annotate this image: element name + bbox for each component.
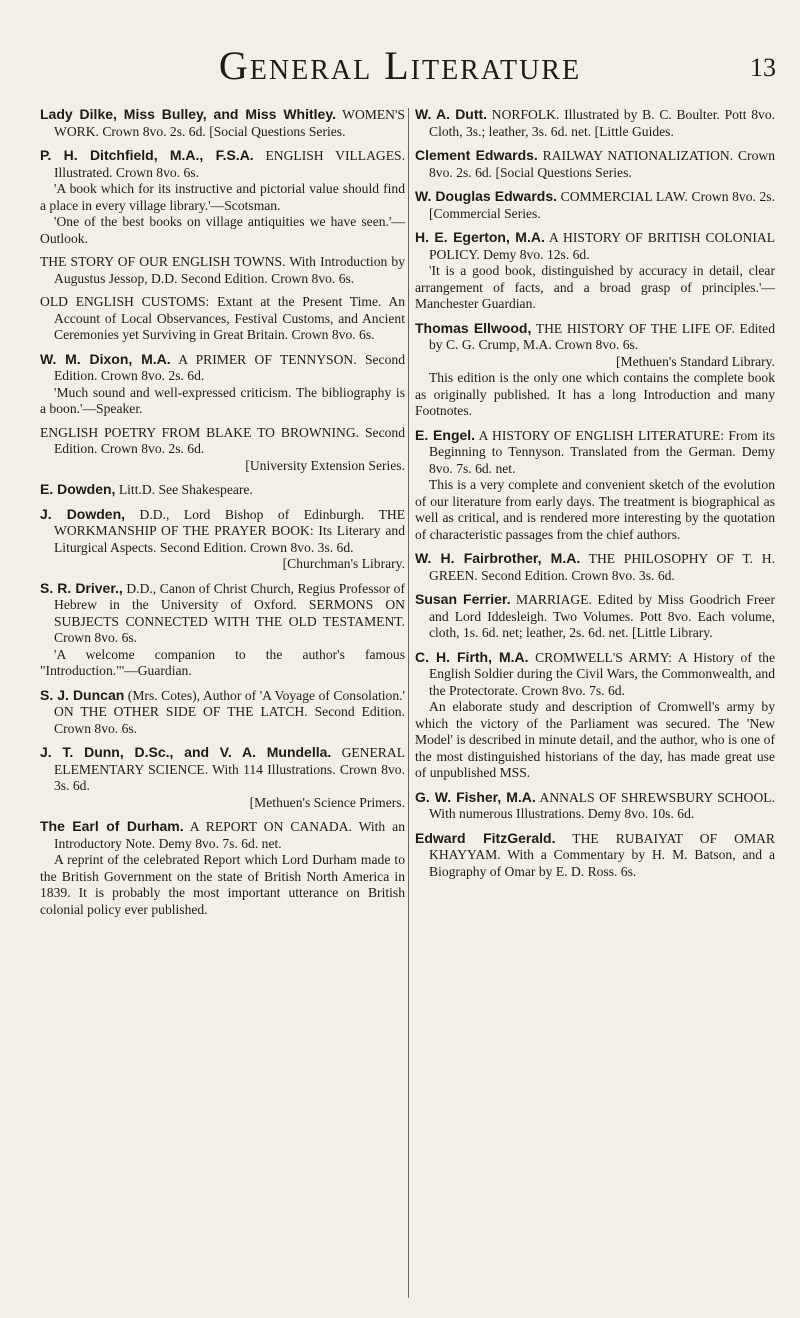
- title-details: THE STORY OF OUR ENGLISH TOWNS. With Introduction by Augustus Jessop, D.D. Second Edition. Crown 8vo. 6s.: [40, 254, 405, 286]
- entry-heading: [415, 591, 775, 642]
- catalogue-entry: [40, 481, 405, 499]
- catalogue-entry: [40, 506, 405, 573]
- entry-heading: [40, 744, 405, 795]
- series-label: [Methuen's Standard Library.: [616, 353, 775, 369]
- entry-heading: [415, 320, 775, 354]
- entry-heading: [40, 294, 405, 344]
- catalogue-entry: [415, 830, 775, 881]
- author-name: W. Douglas Edwards.: [415, 188, 558, 204]
- author-name: Susan Ferrier.: [415, 591, 511, 607]
- page-header: [0, 40, 800, 92]
- entry-heading: [40, 147, 405, 181]
- catalogue-entry: [40, 294, 405, 344]
- author-name: G. W. Fisher, M.A.: [415, 788, 536, 805]
- author-name: The Earl of Durham.: [40, 818, 184, 834]
- catalogue-entry: [40, 687, 405, 738]
- entry-description: 'It is a good book, distinguished by accuracy in detail, clear arrangement of facts, and a broad grasp of principles.'—Manchester Guardian.: [415, 263, 775, 311]
- catalogue-entry: [415, 188, 775, 222]
- entry-description: An elaborate study and description of Cromwell's army by which the victory of the Parliament was secured. The 'New Model' is described in minute detail, and the author, who is one of the most distinguished historians of the day, has made great use of unpublished MSS.: [415, 699, 775, 780]
- title-details: OLD ENGLISH CUSTOMS: Extant at the Present Time. An Account of Local Observances, Festival Customs, and Ancient Ceremonies yet Surviving in Great Britain. Crown 8vo. 6s.: [40, 294, 405, 342]
- page-number: 13: [750, 53, 776, 82]
- title-details: ENGLISH VILLAGES. Illustrated. Crown 8vo. 6s.: [54, 148, 405, 180]
- entry-heading: [415, 106, 775, 140]
- entry-heading: [40, 425, 405, 458]
- title-details: MARRIAGE. Edited by Miss Goodrich Freer and Lord Iddesleigh. Two Volumes. Pott 8vo. Each volume, cloth, 1s. 6d. net; leather, 2s. 6d. net. [Little Library.: [429, 592, 775, 640]
- entry-description: 'A welcome companion to the author's famous "Introduction."'—Guardian.: [40, 646, 405, 678]
- catalogue-entry: [415, 649, 775, 782]
- catalogue-entry: [415, 427, 775, 544]
- entry-heading: [40, 254, 405, 287]
- catalogue-entry: [40, 744, 405, 811]
- catalogue-entry: [40, 580, 405, 680]
- title-details: GENERAL ELEMENTARY SCIENCE. With 114 Illustrations. Crown 8vo. 3s. 6d.: [54, 745, 405, 793]
- entry-heading: [40, 106, 405, 140]
- author-name: J. T. Dunn, D.Sc., and V. A. Mundella.: [40, 744, 332, 760]
- entry-heading: [40, 351, 405, 385]
- author-name: E. Dowden,: [40, 481, 116, 497]
- title-details: Litt.D. See Shakespeare.: [115, 482, 253, 497]
- title-details: THE HISTORY OF THE LIFE OF. Edited by C. G. Crump, M.A. Crown 8vo. 6s.: [429, 320, 776, 352]
- left-column: [40, 106, 405, 925]
- title-details: WOMEN'S WORK. Crown 8vo. 2s. 6d. [Social Questions Series.: [54, 107, 405, 139]
- author-name: Clement Edwards.: [415, 147, 538, 163]
- title-details: D.D., Lord Bishop of Edinburgh. THE WORKMANSHIP OF THE PRAYER BOOK: Its Literary and Liturgical Aspects. Second Edition. Crown 8vo. 3s. 6d.: [54, 506, 405, 555]
- title-details: A HISTORY OF BRITISH COLONIAL POLICY. Demy 8vo. 12s. 6d.: [429, 230, 775, 262]
- catalogue-entry: [40, 351, 405, 418]
- running-title: General Literature: [218, 43, 582, 88]
- entry-heading: [415, 830, 775, 881]
- title-details: A PRIMER OF TENNYSON. Second Edition. Crown 8vo. 2s. 6d.: [54, 351, 405, 383]
- catalogue-entry: [40, 425, 405, 475]
- title-details: RAILWAY NATIONALIZATION. Crown 8vo. 2s. 6d. [Social Questions Series.: [429, 148, 775, 180]
- author-name: S. R. Driver.,: [40, 579, 123, 596]
- author-name: W. M. Dixon, M.A.: [40, 350, 171, 367]
- author-name: J. Dowden,: [40, 505, 126, 522]
- catalogue-entry: [415, 106, 775, 140]
- title-details: ENGLISH POETRY FROM BLAKE TO BROWNING. Second Edition. Crown 8vo. 2s. 6d.: [40, 424, 405, 456]
- series-label: [University Extension Series.: [245, 457, 405, 473]
- entry-heading: [40, 818, 405, 852]
- author-name: W. H. Fairbrother, M.A.: [415, 550, 581, 566]
- title-details: D.D., Canon of Christ Church, Regius Professor of Hebrew in the University of Oxford. SERMONS ON SUBJECTS CONNECTED WITH THE OLD TESTAMENT. Crown 8vo. 6s.: [54, 580, 406, 645]
- entry-heading: [415, 229, 775, 263]
- author-name: P. H. Ditchfield, M.A., F.S.A.: [40, 147, 254, 163]
- title-details: THE RUBAIYAT OF OMAR KHAYYAM. With a Commentary by H. M. Batson, and a Biography of Omar by E. D. Ross. 6s.: [429, 830, 775, 879]
- catalogue-entry: [415, 550, 775, 584]
- author-name: C. H. Firth, M.A.: [415, 648, 529, 665]
- title-details: A REPORT ON CANADA. With an Introductory Note. Demy 8vo. 7s. 6d. net.: [54, 819, 405, 851]
- entry-description: 'One of the best books on village antiquities we have seen.'—Outlook.: [40, 214, 405, 246]
- catalogue-entry: [415, 789, 775, 823]
- entry-heading: [415, 147, 775, 181]
- author-name: Thomas Ellwood,: [415, 319, 532, 336]
- entry-description: 'Much sound and well-expressed criticism. The bibliography is a boon.'—Speaker.: [40, 384, 405, 416]
- entry-description: This is a very complete and convenient sketch of the evolution of our literature from early days. The treatment is biographical as well as critical, and is rendered more interesting by the quotation of characteristic passages from the chief authors.: [415, 477, 775, 542]
- title-details: COMMERCIAL LAW. Crown 8vo. 2s. [Commercial Series.: [429, 189, 775, 221]
- catalogue-entry: [40, 818, 405, 918]
- author-name: S. J. Duncan: [40, 686, 125, 703]
- author-name: Edward FitzGerald.: [415, 829, 556, 846]
- title-details: A HISTORY OF ENGLISH LITERATURE: From its Beginning to Tennyson. Translated from the German. Demy 8vo. 7s. 6d. net.: [429, 427, 776, 476]
- catalogue-entry: [40, 147, 405, 247]
- title-details: (Mrs. Cotes), Author of 'A Voyage of Consolation.' ON THE OTHER SIDE OF THE LATCH. Second Edition. Crown 8vo. 6s.: [54, 687, 405, 736]
- catalogue-entry: [40, 106, 405, 140]
- column-divider: [408, 108, 409, 1298]
- title-details: THE PHILOSOPHY OF T. H. GREEN. Second Edition. Crown 8vo. 3s. 6d.: [429, 551, 775, 583]
- title-details: NORFOLK. Illustrated by B. C. Boulter. Pott 8vo. Cloth, 3s.; leather, 3s. 6d. net. [Little Guides.: [429, 107, 776, 139]
- catalogue-entry: [415, 147, 775, 181]
- catalogue-entry: [40, 254, 405, 287]
- author-name: W. A. Dutt.: [415, 106, 488, 122]
- author-name: E. Engel.: [415, 426, 476, 443]
- entry-heading: [40, 506, 405, 557]
- title-details: ANNALS OF SHREWSBURY SCHOOL. With numerous Illustrations. Demy 8vo. 10s. 6d.: [429, 789, 775, 821]
- entry-heading: [415, 188, 775, 222]
- entry-heading: [415, 649, 775, 700]
- entry-heading: [415, 789, 775, 823]
- entry-heading: [415, 550, 775, 584]
- catalogue-entry: [415, 591, 775, 642]
- series-label: [Churchman's Library.: [282, 556, 405, 571]
- catalogue-entry: [415, 320, 775, 420]
- entry-description: This edition is the only one which contains the complete book as originally published. It has a long Introduction and many Footnotes.: [415, 370, 775, 418]
- author-name: Lady Dilke, Miss Bulley, and Miss Whitley.: [40, 106, 336, 122]
- series-label: [Methuen's Science Primers.: [249, 794, 405, 810]
- catalogue-entry: [415, 229, 775, 313]
- title-details: CROMWELL'S ARMY: A History of the English Soldier during the Civil Wars, the Commonwealth, and the Protectorate. Crown 8vo. 7s. 6d.: [429, 649, 776, 698]
- entry-description: 'A book which for its instructive and pictorial value should find a place in every village library.'—Scotsman.: [40, 181, 405, 213]
- entry-heading: [415, 427, 775, 478]
- entry-description: A reprint of the celebrated Report which Lord Durham made to the British Government on the state of British North America in 1839. It is probably the most important utterance on British colonial policy ever published.: [40, 852, 405, 917]
- entry-heading: [40, 481, 405, 499]
- author-name: H. E. Egerton, M.A.: [415, 229, 545, 245]
- entry-heading: [40, 580, 405, 647]
- right-column: [415, 106, 775, 887]
- entry-heading: [40, 687, 405, 738]
